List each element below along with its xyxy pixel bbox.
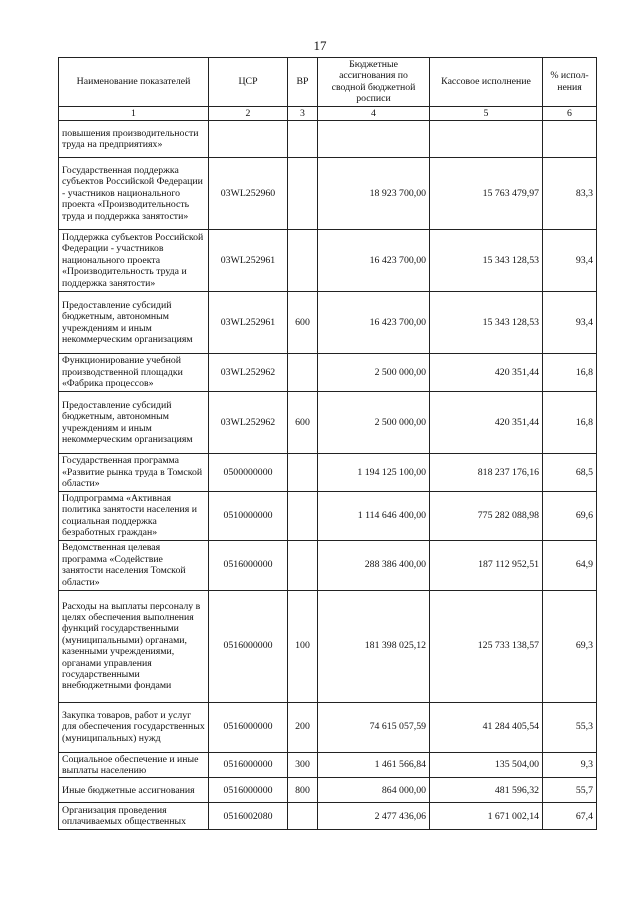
- cell-cash: 15 343 128,53: [430, 230, 543, 292]
- cell-cash: 15 343 128,53: [430, 292, 543, 354]
- cell-cash: 15 763 479,97: [430, 158, 543, 230]
- page-number: 17: [313, 38, 327, 53]
- cell-cash: 187 112 952,51: [430, 540, 543, 590]
- cell-cash: 775 282 088,98: [430, 492, 543, 541]
- table-row: [59, 540, 597, 590]
- cell-csr: 0510000000: [209, 492, 288, 541]
- cell-percent: 55,7: [543, 778, 597, 803]
- table-row: [59, 803, 597, 830]
- header-percent: % испол-нения: [543, 58, 597, 107]
- cell-csr: 0516000000: [209, 590, 288, 702]
- table-row: [59, 702, 597, 752]
- cell-name: повышения производительности труда на предприятиях»: [59, 121, 209, 158]
- cell-assigned: 1 114 646 400,00: [318, 492, 430, 541]
- cell-vr: 600: [288, 392, 318, 454]
- cell-cash: 420 351,44: [430, 392, 543, 454]
- table-row: [59, 492, 597, 541]
- header-vr: ВР: [288, 58, 318, 107]
- table-row: [59, 354, 597, 392]
- cell-csr: 0516000000: [209, 702, 288, 752]
- table-row: [59, 121, 597, 158]
- cell-cash: 818 237 176,16: [430, 454, 543, 492]
- cell-percent: 16,8: [543, 392, 597, 454]
- cell-name: Расходы на выплаты персоналу в целях обеспечения выполнения функций государственными (муниципальными) органами, казенными учреждениями, органами управления государственными внебюджетными фондами: [59, 590, 209, 702]
- cell-percent: 93,4: [543, 230, 597, 292]
- cell-csr: 03WL252962: [209, 354, 288, 392]
- cell-assigned: 1 194 125 100,00: [318, 454, 430, 492]
- cell-vr: 800: [288, 778, 318, 803]
- cell-name: Подпрограмма «Активная политика занятости населения и социальная поддержка безработных граждан»: [59, 492, 209, 541]
- table-row: [59, 454, 597, 492]
- cell-vr: [288, 454, 318, 492]
- cell-csr: 03WL252962: [209, 392, 288, 454]
- cell-cash: 481 596,32: [430, 778, 543, 803]
- column-number-row: [59, 106, 597, 120]
- header-name: Наименование показателей: [59, 58, 209, 107]
- cell-name: Предоставление субсидий бюджетным, автономным учреждениям и иным некоммерческим организациям: [59, 392, 209, 454]
- table-row: [59, 778, 597, 803]
- cell-percent: 55,3: [543, 702, 597, 752]
- cell-assigned: [318, 121, 430, 158]
- budget-execution-table: [58, 57, 597, 830]
- cell-vr: [288, 540, 318, 590]
- column-number: 5: [430, 106, 543, 120]
- cell-vr: [288, 230, 318, 292]
- cell-csr: [209, 121, 288, 158]
- cell-percent: 69,6: [543, 492, 597, 541]
- cell-name: Предоставление субсидий бюджетным, автономным учреждениям и иным некоммерческим организациям: [59, 292, 209, 354]
- header-assigned: Бюджетные ассигнования по сводной бюджетной росписи: [318, 58, 430, 107]
- cell-percent: 67,4: [543, 803, 597, 830]
- cell-cash: 420 351,44: [430, 354, 543, 392]
- cell-csr: 03WL252961: [209, 292, 288, 354]
- cell-cash: 135 504,00: [430, 752, 543, 778]
- cell-assigned: 181 398 025,12: [318, 590, 430, 702]
- column-number: 2: [209, 106, 288, 120]
- cell-assigned: 2 477 436,06: [318, 803, 430, 830]
- cell-assigned: 288 386 400,00: [318, 540, 430, 590]
- cell-csr: 0516000000: [209, 752, 288, 778]
- cell-vr: [288, 158, 318, 230]
- cell-cash: 125 733 138,57: [430, 590, 543, 702]
- cell-percent: 64,9: [543, 540, 597, 590]
- table-row: [59, 752, 597, 778]
- cell-percent: 16,8: [543, 354, 597, 392]
- cell-vr: 600: [288, 292, 318, 354]
- cell-name: Закупка товаров, работ и услуг для обеспечения государственных (муниципальных) нужд: [59, 702, 209, 752]
- header-row: [59, 58, 597, 107]
- cell-vr: [288, 121, 318, 158]
- cell-percent: 68,5: [543, 454, 597, 492]
- cell-csr: 0516002080: [209, 803, 288, 830]
- cell-assigned: 74 615 057,59: [318, 702, 430, 752]
- cell-percent: [543, 121, 597, 158]
- cell-csr: 0516000000: [209, 778, 288, 803]
- cell-vr: 300: [288, 752, 318, 778]
- cell-percent: 83,3: [543, 158, 597, 230]
- cell-name: Государственная программа «Развитие рынка труда в Томской области»: [59, 454, 209, 492]
- table-row: [59, 230, 597, 292]
- cell-name: Организация проведения оплачиваемых общественных: [59, 803, 209, 830]
- cell-assigned: 16 423 700,00: [318, 230, 430, 292]
- cell-percent: 93,4: [543, 292, 597, 354]
- cell-cash: 1 671 002,14: [430, 803, 543, 830]
- table-row: [59, 292, 597, 354]
- table-row: [59, 392, 597, 454]
- cell-csr: 0500000000: [209, 454, 288, 492]
- cell-assigned: 2 500 000,00: [318, 354, 430, 392]
- column-number: 1: [59, 106, 209, 120]
- cell-assigned: 1 461 566,84: [318, 752, 430, 778]
- cell-name: Государственная поддержка субъектов Российской Федерации - участников национального проекта «Производительность труда и поддержка занятости»: [59, 158, 209, 230]
- cell-name: Ведомственная целевая программа «Содействие занятости населения Томской области»: [59, 540, 209, 590]
- column-number: 6: [543, 106, 597, 120]
- cell-percent: 69,3: [543, 590, 597, 702]
- cell-assigned: 18 923 700,00: [318, 158, 430, 230]
- cell-cash: 41 284 405,54: [430, 702, 543, 752]
- column-number: 4: [318, 106, 430, 120]
- cell-csr: 0516000000: [209, 540, 288, 590]
- cell-name: Поддержка субъектов Российской Федерации - участников национального проекта «Производительность труда и поддержка занятости»: [59, 230, 209, 292]
- cell-cash: [430, 121, 543, 158]
- table-row: [59, 590, 597, 702]
- cell-assigned: 864 000,00: [318, 778, 430, 803]
- header-cash: Кассовое исполнение: [430, 58, 543, 107]
- header-csr: ЦСР: [209, 58, 288, 107]
- table-row: [59, 158, 597, 230]
- cell-csr: 03WL252961: [209, 230, 288, 292]
- cell-name: Иные бюджетные ассигнования: [59, 778, 209, 803]
- cell-vr: 200: [288, 702, 318, 752]
- cell-assigned: 2 500 000,00: [318, 392, 430, 454]
- cell-name: Социальное обеспечение и иные выплаты населению: [59, 752, 209, 778]
- cell-csr: 03WL252960: [209, 158, 288, 230]
- cell-name: Функционирование учебной производственной площадки «Фабрика процессов»: [59, 354, 209, 392]
- cell-percent: 9,3: [543, 752, 597, 778]
- cell-vr: [288, 354, 318, 392]
- column-number: 3: [288, 106, 318, 120]
- cell-vr: [288, 803, 318, 830]
- cell-vr: 100: [288, 590, 318, 702]
- cell-vr: [288, 492, 318, 541]
- cell-assigned: 16 423 700,00: [318, 292, 430, 354]
